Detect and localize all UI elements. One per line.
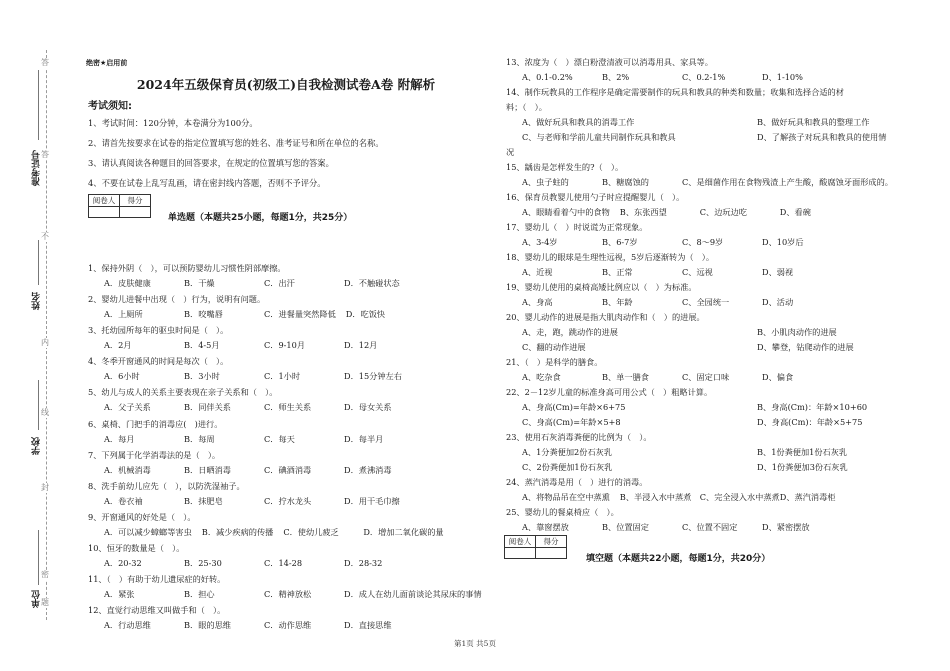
answer-options <box>522 72 842 83</box>
answer-options <box>104 434 424 445</box>
answer-options <box>104 371 424 382</box>
notice-line: 4、不要在试卷上乱写乱画，请在密封线内答题，否则不予评分。 <box>88 178 326 188</box>
answer-option[interactable]: C、全园统一 <box>682 297 730 307</box>
reviewer-cell[interactable] <box>505 548 536 559</box>
answer-option[interactable]: A、虫子蛀的 <box>522 177 569 187</box>
answer-option[interactable]: B．眼的思维 <box>184 620 231 631</box>
answer-option[interactable]: C、2份粪便加1份石灰乳 <box>522 462 613 472</box>
answer-option[interactable]: C．碘酒消毒 <box>264 464 312 475</box>
seal-mark: 密 <box>41 570 49 579</box>
answer-option[interactable]: D、偏食 <box>762 372 794 382</box>
answer-option[interactable]: A、0.1-0.2% <box>522 72 573 82</box>
answer-option[interactable]: A、靠窗摆放 <box>522 522 569 532</box>
question-text: 10、恒牙的数量是（ ）。 <box>88 542 185 553</box>
answer-option[interactable]: B、年龄 <box>602 297 633 307</box>
answer-option[interactable]: A．紧张 <box>104 589 135 599</box>
answer-options <box>104 620 424 631</box>
seal-mark: 不 <box>41 232 49 241</box>
score-cell[interactable] <box>120 207 151 218</box>
answer-options <box>522 492 860 503</box>
answer-options <box>522 117 879 128</box>
answer-option[interactable]: D．增加二氧化碳的量 <box>363 526 444 537</box>
score-table <box>88 194 151 218</box>
answer-option[interactable]: B．咬嘴唇 <box>184 309 223 320</box>
answer-option[interactable]: A．上厕所 <box>104 309 143 320</box>
school-label: 学校 <box>32 437 42 455</box>
question-text: 25、婴幼儿的餐桌椅应（ ）。 <box>506 507 619 517</box>
answer-option[interactable]: D．12月 <box>344 340 378 351</box>
question-text: 13、浓度为（ ）漂白粉澄清液可以消毒用具、家具等。 <box>506 57 713 67</box>
seal-mark: 答 <box>41 58 49 67</box>
answer-options <box>522 402 877 413</box>
answer-option[interactable]: C．出汗 <box>264 278 295 288</box>
answer-option[interactable]: A、吃杂食 <box>522 372 561 382</box>
answer-option[interactable]: C．9-10月 <box>264 340 306 351</box>
answer-options <box>522 327 847 338</box>
answer-option[interactable]: B．减少疾病的传播 <box>201 526 274 537</box>
answer-option[interactable]: B、小肌肉动作的进展 <box>757 327 837 337</box>
answer-option[interactable]: A、走，跑，跳动作的进展 <box>522 327 618 337</box>
question-text: 22、2－12岁儿童的标准身高可用公式（ ）粗略计算。 <box>506 387 713 397</box>
answer-option[interactable]: B．抹肥皂 <box>184 495 223 506</box>
answer-option[interactable]: D、看碗 <box>779 207 811 217</box>
answer-option[interactable]: D．用干毛巾擦 <box>344 495 400 506</box>
answer-option[interactable]: B、半浸入水中蒸煮 <box>619 492 692 502</box>
exam-number-field[interactable] <box>38 70 39 140</box>
answer-option[interactable]: A、3-4岁 <box>522 237 558 247</box>
seal-mark: 线 <box>41 408 49 417</box>
answer-option[interactable]: A．行动思维 <box>104 620 151 631</box>
answer-option[interactable]: A、将物品吊在空中蒸熏 <box>522 492 610 502</box>
answer-option[interactable]: C．14-28 <box>264 557 303 568</box>
answer-option[interactable]: D、弱视 <box>762 267 794 277</box>
score-cell[interactable] <box>536 548 567 559</box>
answer-option[interactable]: B、1份粪便加1份石灰乳 <box>757 447 848 457</box>
answer-options <box>104 309 426 320</box>
answer-option[interactable]: B．3小时 <box>184 371 220 382</box>
answer-option[interactable]: B、东张西望 <box>619 207 667 217</box>
question-text: 7、下列属于化学消毒法的是（ ）。 <box>88 449 221 460</box>
answer-option[interactable]: C、8～9岁 <box>682 237 724 247</box>
answer-option[interactable]: B．同伴关系 <box>184 402 231 413</box>
answer-option[interactable]: A．20-32 <box>104 557 142 568</box>
answer-option[interactable]: D、活动 <box>762 297 794 307</box>
seal-mark: 内 <box>41 338 49 347</box>
school-field[interactable] <box>38 380 39 430</box>
answer-option[interactable]: D．每半月 <box>344 433 384 444</box>
answer-options <box>104 558 424 569</box>
answer-option[interactable]: A．每月 <box>104 433 135 444</box>
answer-options <box>522 267 842 278</box>
answer-option[interactable]: D、1份粪便加3份石灰乳 <box>757 462 848 472</box>
answer-option[interactable]: C、与老师和学前儿童共同制作玩具和教具 <box>522 132 676 142</box>
answer-option[interactable]: A．机械消毒 <box>104 464 151 475</box>
answer-option[interactable]: A、眼睛看着勺中的食物 <box>522 207 610 217</box>
answer-options <box>522 522 842 533</box>
exam-number-label: 准考证号 <box>32 150 42 186</box>
answer-option[interactable]: B、位置固定 <box>602 522 649 532</box>
answer-option[interactable]: D、蒸汽消毒柜 <box>779 492 836 502</box>
answer-option[interactable]: C．进餐量突然降低 <box>264 309 336 320</box>
question-text: 20、婴儿动作的进展是指大肌肉动作和（ ）的进展。 <box>506 312 705 322</box>
answer-options <box>522 297 842 308</box>
page-title: 2024年五级保育员(初级工)自我检测试卷A卷 附解析 <box>136 77 436 92</box>
answer-options <box>522 237 842 248</box>
notice-line: 1、考试时间：120分钟，本卷满分为100分。 <box>88 118 258 128</box>
question-text: 12、直觉行动思维又叫做手和（ ）。 <box>88 605 226 616</box>
notice-line: 2、请首先按要求在试卷的指定位置填写您的姓名、准考证号和所在单位的名称。 <box>88 138 384 148</box>
question-text: 15、龋齿是怎样发生的?（ ）。 <box>506 162 624 172</box>
answer-option[interactable]: A．皮肤健康 <box>104 278 151 288</box>
question-text: 2、婴幼儿进餐中出现（ ）行为，说明有问题。 <box>88 294 266 305</box>
answer-option[interactable]: A、近视 <box>522 267 553 277</box>
answer-option[interactable]: C、完全浸入水中蒸煮 <box>699 492 780 502</box>
question-text: 9、开窗通风的好处是（ ）。 <box>88 511 196 522</box>
answer-option[interactable]: C．拧水龙头 <box>264 495 312 506</box>
binding-strip <box>0 0 72 671</box>
answer-option[interactable]: D、1-10% <box>762 72 803 82</box>
answer-option[interactable]: C、0.2-1% <box>682 72 726 82</box>
confidential-stamp: 绝密★启用前 <box>86 59 128 67</box>
seal-line <box>46 50 47 620</box>
question-text: 14、制作玩教具的工作程序是确定需要制作的玩具和教具的种类和数量；收集和选择合适的材 <box>506 87 844 97</box>
answer-option[interactable]: C、远视 <box>682 267 713 277</box>
question-text: 1、保持外阴（ ），可以预防婴幼儿习惯性阴部摩擦。 <box>88 263 286 273</box>
answer-option[interactable]: B、2% <box>602 72 630 82</box>
answer-options <box>522 417 872 428</box>
answer-option[interactable]: D、攀登，钻爬动作的进展 <box>757 342 854 352</box>
answer-options <box>104 340 424 351</box>
answer-option[interactable]: A．6小时 <box>104 371 140 382</box>
answer-options <box>522 462 858 473</box>
question-text: 18、婴幼儿的眼球是生理性远视，5岁后逐渐转为（ ）。 <box>506 252 715 262</box>
answer-option[interactable]: D．母女关系 <box>344 402 392 413</box>
answer-option[interactable]: D．不触碰状态 <box>344 278 400 288</box>
question-text: 料；（ ）。 <box>506 102 547 112</box>
answer-option[interactable]: C．师生关系 <box>264 402 312 413</box>
unit-label: 单位 <box>32 590 42 608</box>
question-text: 11、（ ）有助于幼儿遗尿症的好转。 <box>88 574 226 584</box>
answer-option[interactable]: B．干燥 <box>184 278 215 288</box>
score-header: 得分 <box>120 195 151 207</box>
answer-option[interactable]: C、位置不固定 <box>682 522 738 532</box>
answer-option[interactable]: D、身高(Cm)：年龄×5+75 <box>757 417 863 427</box>
section-title-fill-in: 填空题（本题共22小题，每题1分，共20分） <box>586 554 771 564</box>
reviewer-header: 阅卷人 <box>89 195 120 207</box>
question-text: 4、冬季开窗通风的时间是每次（ ）。 <box>88 356 229 367</box>
question-text: 23、使用石灰消毒粪便的比例为（ ）。 <box>506 432 652 442</box>
answer-option[interactable]: C．动作思维 <box>264 620 312 631</box>
question-text: 19、婴幼儿使用的桌椅高矮比例应以（ ）为标准。 <box>506 282 697 292</box>
answer-option[interactable]: B．日晒消毒 <box>184 464 231 475</box>
answer-option[interactable]: D、10岁后 <box>762 237 804 247</box>
answer-options <box>104 402 424 413</box>
name-label: 姓名 <box>32 292 42 310</box>
answer-option[interactable]: D．煮沸消毒 <box>344 464 392 475</box>
answer-option[interactable]: B、糖腐蚀的 <box>602 177 649 187</box>
answer-option[interactable]: B、身高(Cm)：年龄×10+60 <box>757 402 868 412</box>
answer-option[interactable]: C、是细菌作用在食物残渣上产生酸，酸腐蚀牙面形成的。 <box>682 177 893 187</box>
answer-option[interactable]: B．担心 <box>184 589 215 599</box>
answer-option[interactable]: D．吃饭快 <box>345 309 386 320</box>
answer-option[interactable]: B、单一膳食 <box>602 372 649 382</box>
answer-option[interactable]: C、身高(Cm)=年龄×5+8 <box>522 417 621 427</box>
answer-options <box>522 177 903 188</box>
answer-option[interactable]: B．25-30 <box>184 557 222 568</box>
question-text: 3、托幼园所每年的驱虫时间是（ ）。 <box>88 325 229 336</box>
score-table <box>504 535 567 559</box>
seal-mark: 答 <box>41 150 49 159</box>
answer-option[interactable]: D．直接思维 <box>344 620 392 631</box>
question-text: 21、（ ）是科学的膳食。 <box>506 357 603 367</box>
answer-option[interactable]: C、边玩边吃 <box>699 207 747 217</box>
section-title-single-choice: 单选题（本题共25小题，每题1分，共25分） <box>168 213 353 223</box>
question-text: 16、保育员教婴儿使用勺子时应提醒婴儿（ ）。 <box>506 192 685 202</box>
answer-option[interactable]: C．1小时 <box>264 371 301 382</box>
question-text: 5、幼儿与成人的关系主要表现在亲子关系和（ ）。 <box>88 387 278 398</box>
answer-options <box>104 589 492 600</box>
notice-line: 3、请认真阅读各种题目的回答要求，在规定的位置填写您的答案。 <box>88 158 334 168</box>
answer-option[interactable]: C、翻的动作进展 <box>522 342 586 352</box>
answer-options <box>104 465 424 476</box>
notice-heading: 考试须知: <box>88 101 132 112</box>
answer-option[interactable]: A．可以减少蟑螂等害虫 <box>104 526 192 537</box>
question-text: 24、蒸汽消毒是用（ ）进行的消毒。 <box>506 477 648 487</box>
answer-option[interactable]: B．每周 <box>184 433 215 444</box>
seal-mark: 题 <box>41 598 49 607</box>
score-header: 得分 <box>536 536 567 548</box>
answer-options <box>522 342 864 353</box>
answer-option[interactable]: A、身高 <box>522 297 553 307</box>
answer-options <box>104 496 424 507</box>
answer-option[interactable]: C．使幼儿疲乏 <box>283 526 339 537</box>
answer-option[interactable]: C．精神放松 <box>264 589 312 599</box>
name-field[interactable] <box>38 240 39 285</box>
answer-options <box>522 372 842 383</box>
answer-option[interactable]: C．每天 <box>264 433 295 444</box>
answer-option[interactable]: A、1分粪便加2份石灰乳 <box>522 447 613 457</box>
answer-option[interactable]: B、6-7岁 <box>602 237 638 247</box>
question-text: 6、桌椅、门把手的消毒应( )进行。 <box>88 418 223 429</box>
answer-option[interactable]: D．28-32 <box>344 557 383 568</box>
answer-option[interactable]: B．4-5月 <box>184 340 220 351</box>
answer-option[interactable]: D．15分钟左右 <box>344 371 402 382</box>
answer-option[interactable]: C、固定口味 <box>682 372 730 382</box>
answer-option[interactable]: D．成人在幼儿面前谈论其尿床的事情 <box>344 589 482 599</box>
answer-option[interactable]: A、做好玩具和教具的消毒工作 <box>522 117 635 127</box>
answer-option[interactable]: B、正常 <box>602 267 633 277</box>
reviewer-cell[interactable] <box>89 207 120 218</box>
answer-option[interactable]: A．父子关系 <box>104 402 151 413</box>
answer-option[interactable]: B、做好玩具和教具的整理工作 <box>757 117 870 127</box>
answer-option[interactable]: D、了解孩子对玩具和教具的使用情 <box>757 132 887 142</box>
answer-option[interactable]: A、身高(Cm)=年龄×6+75 <box>522 402 626 412</box>
question-text: 况 <box>506 147 515 157</box>
reviewer-header: 阅卷人 <box>505 536 536 548</box>
answer-options <box>104 278 424 289</box>
answer-options <box>522 207 860 218</box>
unit-field[interactable] <box>38 530 39 585</box>
answer-option[interactable]: A．卷衣袖 <box>104 495 143 506</box>
page-footer: 第1页 共5页 <box>454 639 496 648</box>
answer-options <box>522 447 857 458</box>
answer-options <box>522 132 896 143</box>
seal-mark: 封 <box>41 483 49 492</box>
question-text: 17、婴幼儿（ ）时说谎为正常现象。 <box>506 222 648 232</box>
answer-option[interactable]: A．2月 <box>104 340 132 351</box>
question-text: 8、洗手前幼儿应先（ ），以防洗湿袖子。 <box>88 480 245 491</box>
answer-option[interactable]: D、紧密摆放 <box>762 522 810 532</box>
answer-options <box>104 527 454 538</box>
